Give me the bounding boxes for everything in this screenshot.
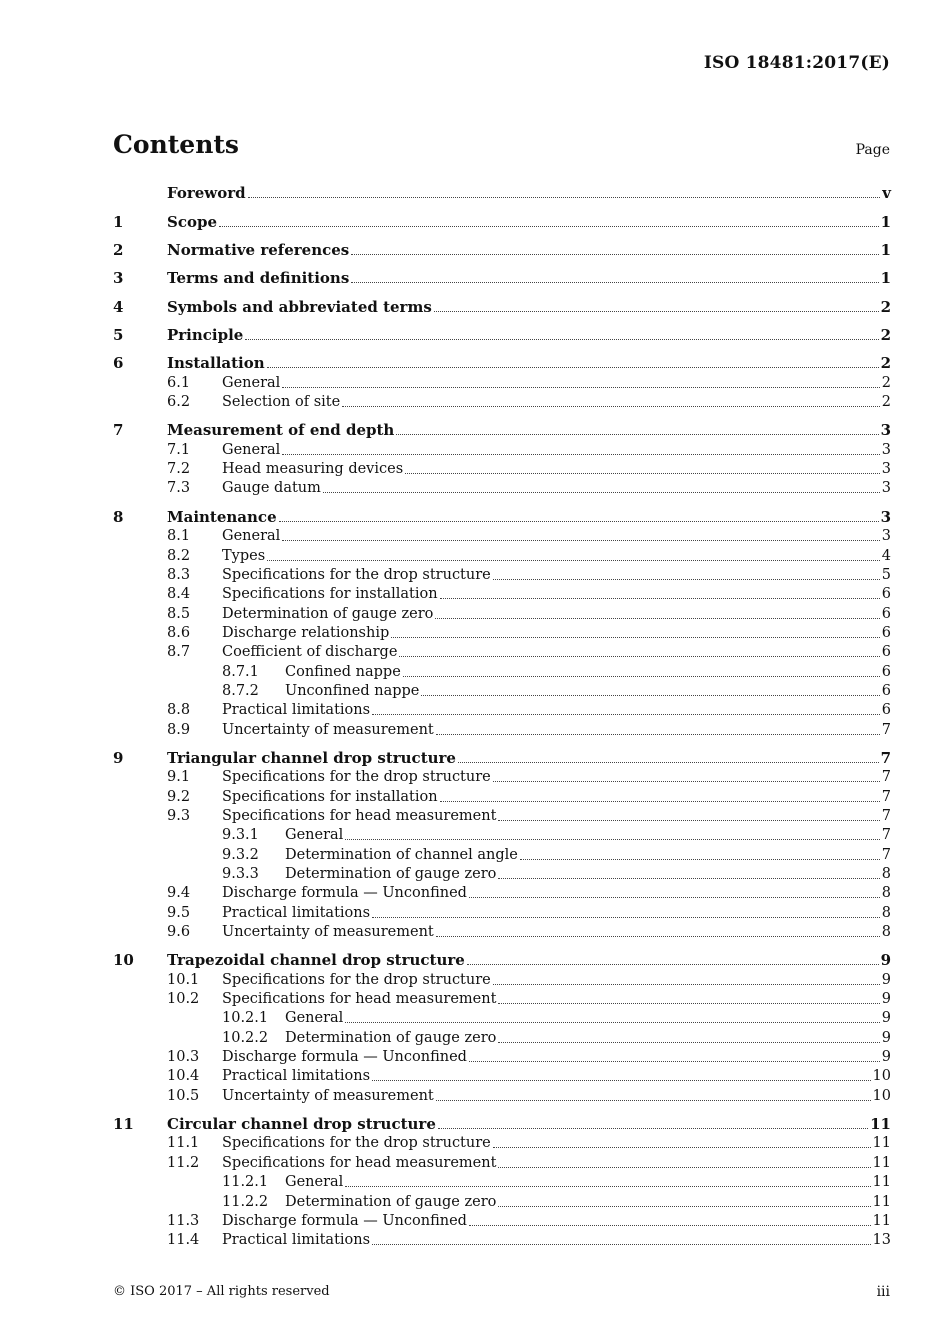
- toc-entry-title: Discharge formula — Unconfined: [222, 885, 467, 902]
- toc-entry-number: 11.4: [167, 1232, 200, 1249]
- toc-entry[interactable]: [113, 546, 891, 565]
- toc-entry-number: 11.2: [167, 1154, 200, 1171]
- dot-leader: [245, 339, 878, 340]
- toc-entry[interactable]: [113, 440, 891, 459]
- toc-entry-page: 9: [881, 991, 891, 1008]
- toc-entry-page: 6: [881, 644, 891, 661]
- toc-entry-page: 11: [872, 1212, 891, 1229]
- page-column-label: Page: [855, 142, 890, 158]
- dot-leader: [469, 897, 880, 898]
- toc-entry-title: Specifications for head measurement: [222, 1154, 497, 1171]
- toc-entry-number: 10: [113, 951, 134, 970]
- toc-entry-page: 9: [881, 1010, 891, 1027]
- toc-entry[interactable]: [113, 662, 891, 681]
- toc-entry-title: Specifications for the drop structure: [222, 971, 491, 988]
- dot-leader: [498, 820, 879, 821]
- toc-entry-page: 2: [880, 326, 891, 345]
- dot-leader: [282, 540, 879, 541]
- copyright-notice: © ISO 2017 – All rights reserved: [113, 1284, 330, 1299]
- toc-entry-title: Discharge formula — Unconfined: [222, 1212, 467, 1229]
- toc-entry-page: 11: [872, 1154, 891, 1171]
- page-number: iii: [876, 1284, 890, 1300]
- toc-entry-number: 7.3: [167, 480, 191, 497]
- toc-entry-title: Specifications for installation: [222, 586, 438, 603]
- toc-entry-page: 9: [881, 1029, 891, 1046]
- toc-entry[interactable]: [113, 507, 891, 526]
- toc-entry-page: 7: [881, 721, 891, 738]
- toc-entry[interactable]: [113, 826, 891, 845]
- toc-entry[interactable]: [113, 373, 891, 392]
- toc-entry-page: 6: [881, 702, 891, 719]
- dot-leader: [219, 226, 879, 227]
- toc-entry[interactable]: [113, 585, 891, 604]
- dot-leader: [469, 1061, 880, 1062]
- toc-entry-page: 8: [881, 866, 891, 882]
- toc-entry-number: 8.4: [167, 586, 191, 603]
- dot-leader: [248, 197, 881, 198]
- toc-entry-number: 9.6: [167, 924, 191, 941]
- toc-entry-title: Practical limitations: [222, 904, 371, 921]
- toc-entry[interactable]: [113, 1173, 891, 1192]
- toc-entry-page: 11: [872, 1193, 891, 1210]
- contents-title: Contents: [113, 130, 240, 159]
- toc-entry-page: 9: [881, 1049, 891, 1066]
- toc-entry[interactable]: [113, 1067, 891, 1086]
- dot-leader: [493, 781, 880, 782]
- toc-entry-page: 10: [872, 1087, 891, 1104]
- dot-leader: [282, 454, 879, 455]
- toc-entry-title: Specifications for the drop structure: [222, 566, 491, 583]
- toc-entry-number: 10.1: [167, 971, 200, 988]
- toc-entry-title: Practical limitations: [222, 1232, 371, 1249]
- toc-entry-page: 7: [881, 807, 891, 824]
- toc-entry[interactable]: [113, 1009, 891, 1028]
- dot-leader: [391, 637, 880, 638]
- toc-entry-page: 8: [881, 904, 891, 921]
- dot-leader: [520, 859, 880, 860]
- toc-entry-title: Coefficient of discharge: [222, 644, 398, 661]
- toc-entry[interactable]: [113, 566, 891, 585]
- toc-entry[interactable]: [113, 990, 891, 1009]
- dot-leader: [351, 282, 878, 283]
- dot-leader: [469, 1225, 871, 1226]
- toc-entry-title: Gauge datum: [222, 480, 321, 497]
- dot-leader: [405, 473, 880, 474]
- toc-entry-title: Specifications for installation: [222, 788, 438, 805]
- toc-entry-title: Discharge relationship: [222, 624, 390, 641]
- toc-entry-number: 2: [113, 241, 124, 260]
- toc-entry[interactable]: [113, 1231, 891, 1250]
- toc-entry-page: 1: [880, 241, 891, 260]
- toc-entry-number: 3: [113, 269, 124, 288]
- toc-entry-page: 7: [881, 769, 891, 786]
- dot-leader: [279, 521, 879, 522]
- toc-entry-title: Types: [222, 547, 266, 564]
- toc-entry[interactable]: [113, 923, 891, 942]
- toc-entry-number: 8.7.1: [222, 663, 259, 680]
- toc-entry[interactable]: [113, 326, 891, 345]
- toc-entry[interactable]: [113, 479, 891, 498]
- dot-leader: [372, 1080, 871, 1081]
- dot-leader: [498, 1206, 870, 1207]
- toc-entry-number: 10.2: [167, 991, 200, 1008]
- toc-entry-page: 7: [881, 846, 891, 863]
- dot-leader: [440, 801, 880, 802]
- toc-entry-page: 2: [881, 394, 891, 411]
- toc-entry[interactable]: [113, 460, 891, 479]
- toc-entry-page: 3: [880, 421, 891, 440]
- toc-entry-title: Normative references: [167, 241, 350, 260]
- toc-entry-number: 9: [113, 748, 124, 767]
- toc-entry-title: Confined nappe: [285, 663, 401, 680]
- toc-entry-number: 6.2: [167, 394, 191, 411]
- toc-entry-title: Specifications for head measurement: [222, 807, 497, 824]
- toc-entry-title: Circular channel drop structure: [167, 1115, 436, 1134]
- toc-entry[interactable]: [113, 1153, 891, 1172]
- dot-leader: [267, 560, 880, 561]
- toc-entry-page: 6: [881, 682, 891, 699]
- toc-entry-title: Triangular channel drop structure: [167, 748, 456, 767]
- toc-entry-page: 2: [880, 297, 891, 316]
- toc-entry-number: 6: [113, 354, 124, 373]
- dot-leader: [493, 984, 880, 985]
- toc-entry-number: 10.2.2: [222, 1029, 269, 1046]
- toc-entry[interactable]: [113, 1115, 891, 1134]
- dot-leader: [351, 254, 878, 255]
- dot-leader: [498, 1003, 879, 1004]
- toc-entry-page: 3: [881, 528, 891, 545]
- toc-entry[interactable]: [113, 903, 891, 922]
- dot-leader: [458, 762, 879, 763]
- dot-leader: [282, 387, 879, 388]
- toc-entry-title: Uncertainty of measurement: [222, 1087, 434, 1104]
- toc-entry-title: Selection of site: [222, 394, 341, 411]
- toc-entry-number: 11.2.2: [222, 1193, 269, 1210]
- dot-leader: [399, 656, 879, 657]
- toc-entry-page: 7: [880, 748, 891, 767]
- dot-leader: [372, 1244, 871, 1245]
- toc-entry-page: 8: [881, 924, 891, 941]
- toc-entry-page: 11: [872, 1135, 891, 1152]
- toc-entry-title: General: [285, 1010, 344, 1027]
- toc-entry[interactable]: [113, 643, 891, 662]
- dot-leader: [372, 917, 880, 918]
- toc-entry-number: 8: [113, 507, 124, 526]
- toc-entry-page: 6: [881, 586, 891, 603]
- toc-entry-page: 1: [880, 212, 891, 231]
- toc-entry-page: 10: [872, 1068, 891, 1085]
- toc-entry-number: 9.5: [167, 904, 191, 921]
- toc-entry-title: Determination of gauge zero: [285, 1193, 497, 1210]
- toc-entry[interactable]: [113, 527, 891, 546]
- toc-entry-number: 4: [113, 297, 124, 316]
- toc-entry-number: 7.2: [167, 461, 191, 478]
- dot-leader: [498, 1042, 879, 1043]
- dot-leader: [498, 1167, 870, 1168]
- toc-entry-title: Principle: [167, 326, 244, 345]
- toc-entry-page: 11: [872, 1174, 891, 1191]
- toc-entry-page: 13: [872, 1232, 891, 1249]
- toc-entry[interactable]: [113, 807, 891, 826]
- dot-leader: [345, 1186, 870, 1187]
- dot-leader: [434, 311, 879, 312]
- toc-entry[interactable]: [113, 1192, 891, 1211]
- toc-entry-title: Scope: [167, 212, 218, 231]
- toc-entry[interactable]: [113, 393, 891, 412]
- dot-leader: [396, 434, 878, 435]
- toc-entry-number: 11.1: [167, 1135, 200, 1152]
- toc-entry-title: Practical limitations: [222, 1068, 371, 1085]
- toc-entry-title: Head measuring devices: [222, 461, 404, 478]
- toc-entry-number: 8.8: [167, 702, 191, 719]
- toc-entry-page: 8: [881, 885, 891, 902]
- toc-entry[interactable]: [113, 682, 891, 701]
- toc-entry-page: 1: [880, 269, 891, 288]
- toc-entry-number: 10.2.1: [222, 1010, 269, 1027]
- toc-entry-title: Determination of gauge zero: [285, 1029, 497, 1046]
- toc-entry-page: 3: [881, 441, 891, 458]
- toc-entry-number: 1: [113, 212, 124, 231]
- toc-entry-page: 9: [881, 971, 891, 988]
- toc-entry-title: General: [285, 827, 344, 844]
- toc-entry[interactable]: [113, 241, 891, 260]
- toc-entry-page: 11: [870, 1115, 891, 1134]
- toc-entry[interactable]: [113, 624, 891, 643]
- toc-entry-title: General: [222, 374, 281, 391]
- toc-entry[interactable]: [113, 1048, 891, 1067]
- toc-entry-page: 7: [881, 788, 891, 805]
- toc-entry-page: 2: [880, 354, 891, 373]
- toc-entry-title: Discharge formula — Unconfined: [222, 1049, 467, 1066]
- dot-leader: [440, 598, 880, 599]
- toc-entry-number: 9.3.1: [222, 827, 259, 844]
- toc-entry-title: General: [285, 1174, 344, 1191]
- dot-leader: [498, 878, 879, 879]
- toc-entry-number: 8.9: [167, 721, 191, 738]
- toc-entry[interactable]: [113, 865, 891, 884]
- toc-entry[interactable]: [113, 297, 891, 316]
- toc-entry-number: 8.7: [167, 644, 191, 661]
- dot-leader: [438, 1128, 868, 1129]
- toc-entry[interactable]: [113, 1086, 891, 1105]
- table-of-contents: [113, 184, 891, 1250]
- toc-entry-title: Uncertainty of measurement: [222, 721, 434, 738]
- toc-entry-number: 9.2: [167, 788, 191, 805]
- toc-entry-title: General: [222, 528, 281, 545]
- dot-leader: [345, 839, 879, 840]
- toc-entry-number: 9.3.2: [222, 846, 259, 863]
- toc-entry-title: Maintenance: [167, 507, 277, 526]
- toc-entry-page: 5: [881, 566, 891, 583]
- toc-entry-title: Determination of gauge zero: [222, 605, 434, 622]
- toc-entry-page: 3: [881, 480, 891, 497]
- toc-entry-number: 7: [113, 421, 124, 440]
- toc-entry-title: Terms and definitions: [167, 269, 350, 288]
- toc-entry-number: 11.3: [167, 1212, 200, 1229]
- toc-entry[interactable]: [113, 212, 891, 231]
- dot-leader: [493, 1147, 871, 1148]
- toc-entry-page: 6: [881, 663, 891, 680]
- toc-entry[interactable]: [113, 720, 891, 739]
- dot-leader: [372, 714, 880, 715]
- toc-entry[interactable]: [113, 184, 891, 203]
- toc-entry-number: 9.3: [167, 807, 191, 824]
- toc-entry[interactable]: [113, 884, 891, 903]
- toc-entry-page: 9: [880, 951, 891, 970]
- toc-entry-title: Symbols and abbreviated terms: [167, 297, 432, 316]
- toc-entry-number: 5: [113, 326, 124, 345]
- dot-leader: [435, 618, 879, 619]
- toc-entry-page: 6: [881, 624, 891, 641]
- toc-entry-page: 2: [881, 374, 891, 391]
- toc-entry[interactable]: [113, 1134, 891, 1153]
- toc-entry-number: 8.3: [167, 566, 191, 583]
- toc-entry-page: 4: [881, 547, 891, 564]
- dot-leader: [467, 964, 879, 965]
- dot-leader: [493, 579, 880, 580]
- toc-entry-number: 10.3: [167, 1049, 200, 1066]
- dot-leader: [342, 406, 880, 407]
- toc-entry[interactable]: [113, 269, 891, 288]
- toc-entry-number: 11: [113, 1115, 134, 1134]
- toc-entry-number: 7.1: [167, 441, 191, 458]
- toc-entry-number: 8.1: [167, 528, 191, 545]
- toc-entry-number: 10.4: [167, 1068, 200, 1085]
- document-id: ISO 18481:2017(E): [703, 53, 890, 73]
- dot-leader: [436, 936, 880, 937]
- dot-leader: [436, 734, 880, 735]
- toc-entry-number: 9.3.3: [222, 866, 259, 882]
- toc-entry-title: General: [222, 441, 281, 458]
- toc-entry-title: Uncertainty of measurement: [222, 924, 434, 941]
- toc-entry-title: Specifications for the drop structure: [222, 769, 491, 786]
- dot-leader: [267, 367, 879, 368]
- dot-leader: [403, 676, 880, 677]
- toc-entry[interactable]: [113, 354, 891, 373]
- dot-leader: [436, 1100, 871, 1101]
- toc-entry-number: 8.6: [167, 624, 191, 641]
- toc-entry[interactable]: [113, 970, 891, 989]
- toc-entry-page: 3: [881, 461, 891, 478]
- toc-entry[interactable]: [113, 604, 891, 623]
- toc-entry[interactable]: [113, 951, 891, 970]
- toc-entry[interactable]: [113, 768, 891, 787]
- toc-entry-title: Installation: [167, 354, 265, 373]
- dot-leader: [421, 695, 879, 696]
- toc-entry-title: Unconfined nappe: [285, 682, 420, 699]
- toc-entry-page: 6: [881, 605, 891, 622]
- toc-entry-number: 6.1: [167, 374, 191, 391]
- toc-entry-title: Determination of gauge zero: [285, 866, 497, 882]
- toc-entry-number: 9.1: [167, 769, 191, 786]
- toc-entry-number: 8.7.2: [222, 682, 259, 699]
- toc-entry-title: Trapezoidal channel drop structure: [167, 951, 465, 970]
- toc-entry-page: 3: [880, 507, 891, 526]
- toc-entry-title: Specifications for head measurement: [222, 991, 497, 1008]
- toc-entry[interactable]: [113, 787, 891, 806]
- toc-entry-number: 8.2: [167, 547, 191, 564]
- toc-entry-title: Determination of channel angle: [285, 846, 518, 863]
- toc-entry-number: 9.4: [167, 885, 191, 902]
- toc-entry-page: v: [882, 184, 891, 203]
- toc-entry-page: 7: [881, 827, 891, 844]
- toc-entry-title: Practical limitations: [222, 702, 371, 719]
- toc-entry[interactable]: [113, 749, 891, 768]
- toc-entry-title: Measurement of end depth: [167, 421, 395, 440]
- dot-leader: [323, 492, 880, 493]
- toc-entry-title: Specifications for the drop structure: [222, 1135, 491, 1152]
- toc-entry-number: 10.5: [167, 1087, 200, 1104]
- toc-entry[interactable]: [113, 845, 891, 864]
- toc-entry[interactable]: [113, 1028, 891, 1047]
- toc-entry-title: Foreword: [167, 184, 246, 203]
- dot-leader: [345, 1022, 879, 1023]
- toc-entry[interactable]: [113, 701, 891, 720]
- toc-entry[interactable]: [113, 1212, 891, 1231]
- toc-entry[interactable]: [113, 421, 891, 440]
- toc-entry-number: 11.2.1: [222, 1174, 269, 1191]
- toc-entry-number: 8.5: [167, 605, 191, 622]
